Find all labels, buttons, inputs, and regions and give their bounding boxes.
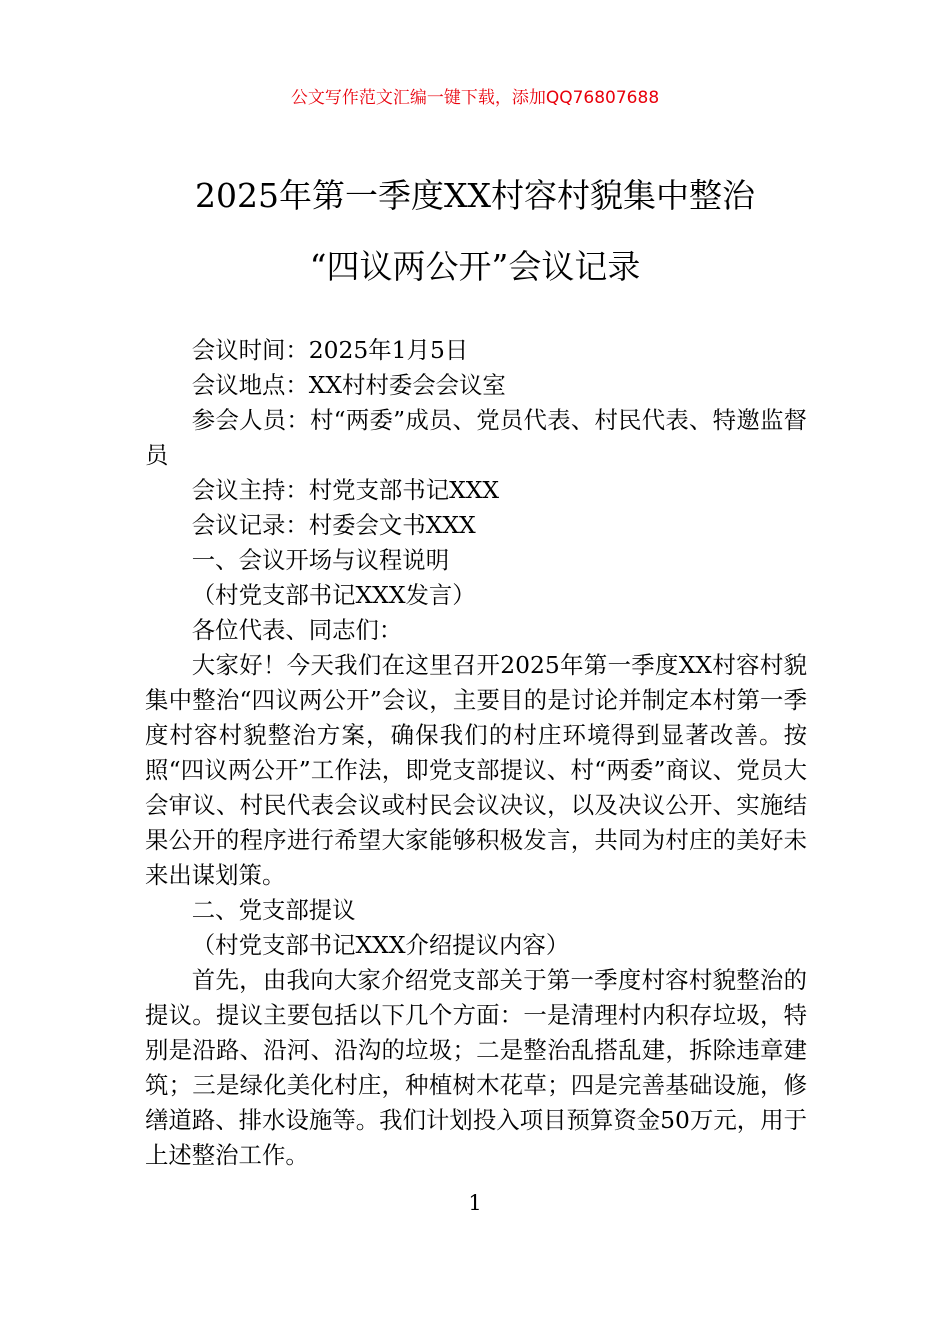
speaker-note-2: （村党支部书记XXX介绍提议内容） [191, 931, 570, 959]
proposal-content: 首先，由我向大家介绍党支部关于第一季度村容村貌整治的提议。提议主要包括以下几个方面：一是清理村内积存垃圾，特别是沿路、沿河、沿沟的垃圾；二是整治乱搭乱建，拆除违章建筑；三是绿化美化村庄，种植树木花草；四是完善基础设施，修缮道路、排水设施等。我们计划投入项目预算资金50万元，用于上述整治工作。 [145, 966, 807, 1169]
opening-speech: 大家好！今天我们在这里召开2025年第一季度XX村容村貌集中整治“四议两公开”会议，主要目的是讨论并制定本村第一季度村容村貌整治方案，确保我们的村庄环境得到显著改善。按照“四议两公开”工作法，即党支部提议、村“两委”商议、党员大会审议、村民代表会议或村民会议决议，以及决议公开、实施结果公开的程序进行希望大家能够积极发言，共同为村庄的美好未来出谋划策。 [145, 651, 807, 889]
document-body [145, 333, 807, 1173]
page-number: 1 [468, 1191, 482, 1215]
meeting-attendees: 参会人员：村“两委”成员、党员代表、村民代表、特邀监督员 [145, 406, 807, 469]
speaker-note-1: （村党支部书记XXX发言） [191, 581, 476, 609]
meeting-host: 会议主持：村党支部书记XXX [191, 476, 500, 504]
meeting-location: 会议地点：XX村村委会会议室 [191, 371, 506, 399]
watermark-text: 公文写作范文汇编一键下载，添加QQ76807688 [290, 88, 660, 108]
greeting: 各位代表、同志们： [191, 616, 403, 644]
meeting-recorder: 会议记录：村委会文书XXX [191, 511, 476, 539]
section-heading-1: 一、会议开场与议程说明 [191, 546, 450, 574]
document-title-line-1: 2025年第一季度XX村容村貌集中整治 [195, 176, 755, 215]
document-title-line-2: “四议两公开”会议记录 [309, 247, 641, 286]
section-heading-2: 二、党支部提议 [191, 896, 356, 924]
meeting-time: 会议时间：2025年1月5日 [191, 336, 469, 364]
